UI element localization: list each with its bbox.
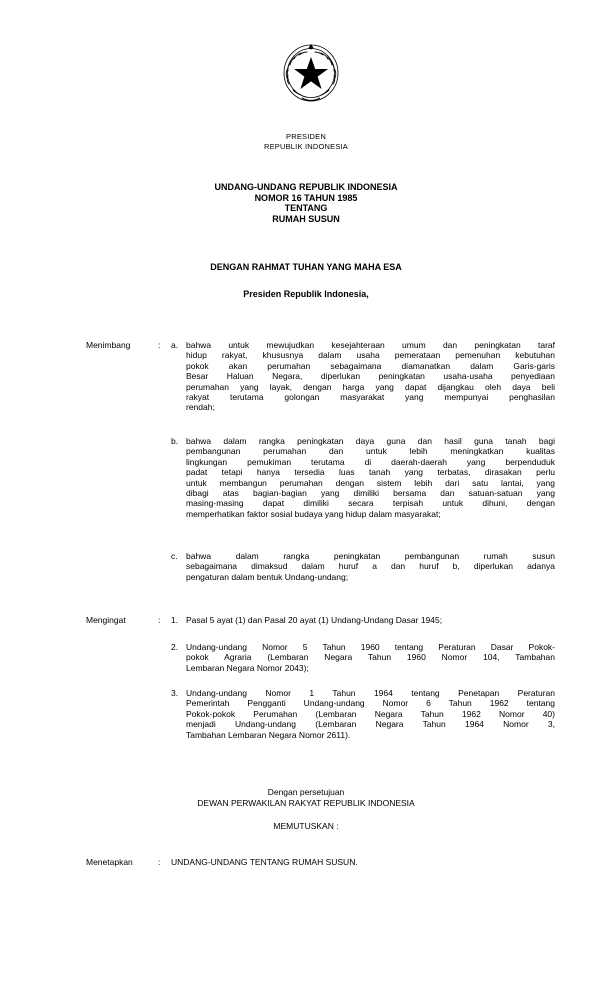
text-line: untuk membangun perumahan dengan sistem lebih dari satu lantai, yang bbox=[186, 477, 555, 488]
text-line: perumahan yang layak, dengan harga yang dapat dijangkau oleh daya beli bbox=[186, 381, 555, 392]
preamble-presiden: Presiden Republik Indonesia, bbox=[243, 289, 369, 299]
menetapkan-label: Menetapkan bbox=[86, 857, 133, 867]
text-line: Tambahan Lembaran Negara Nomor 2611). bbox=[186, 729, 351, 740]
text-line: menjadi Undang-undang (Lembaran Negara Tahun 1964 Nomor 3, bbox=[186, 719, 555, 730]
menetapkan-text: UNDANG-UNDANG TENTANG RUMAH SUSUN. bbox=[171, 857, 358, 867]
law-title-line4: RUMAH SUSUN bbox=[272, 213, 340, 224]
text-line: dibagi atas bagian-bagian yang dimiliki bersama dan satuan-satuan yang bbox=[186, 488, 555, 499]
text-line: bahwa dalam rangka peningkatan daya guna dan hasil guna tanah bagi bbox=[186, 436, 555, 446]
text-line: lingkungan pemukiman terutama di daerah-daerah yang berpenduduk bbox=[186, 456, 555, 467]
text-line: Undang-undang Nomor 1 Tahun 1964 tentang Penetapan Peraturan bbox=[186, 688, 555, 698]
menimbang-colon: : bbox=[158, 340, 161, 350]
approval-line1: Dengan persetujuan bbox=[267, 787, 345, 797]
mengingat-item-2-marker: 2. bbox=[171, 642, 179, 652]
menimbang-item-a bbox=[186, 340, 555, 413]
menimbang-item-b-marker: b. bbox=[171, 436, 179, 446]
memutuskan-heading: MEMUTUSKAN : bbox=[273, 821, 339, 831]
text-line: Pasal 5 ayat (1) dan Pasal 20 ayat (1) Undang-Undang Dasar 1945; bbox=[186, 615, 443, 625]
text-line: Pemerintah Pengganti Undang-undang Nomor 6 Tahun 1962 tentang bbox=[186, 698, 555, 709]
preamble-rahmat: DENGAN RAHMAT TUHAN YANG MAHA ESA bbox=[210, 262, 402, 272]
text-line: pengaturan dalam bentuk Undang-undang; bbox=[186, 571, 349, 582]
menimbang-item-a-marker: a. bbox=[171, 340, 179, 350]
mengingat-item-2 bbox=[186, 642, 555, 673]
text-line: bahwa dalam rangka peningkatan pembangunan rumah susun bbox=[186, 551, 555, 561]
mengingat-item-1-marker: 1. bbox=[171, 615, 179, 625]
mengingat-item-3 bbox=[186, 688, 555, 740]
text-line: hidup rakyat, khususnya dalam usaha pemerataan pemenuhan kebutuhan bbox=[186, 350, 555, 361]
law-title bbox=[0, 182, 612, 224]
text-line: pembangunan perumahan dan untuk lebih meningkatkan kualitas bbox=[186, 446, 555, 457]
menimbang-item-c bbox=[186, 551, 555, 582]
text-line: rendah; bbox=[186, 402, 215, 413]
text-line: pokok Agraria (Lembaran Negara Tahun 1960 Nomor 104, Tambahan bbox=[186, 652, 555, 663]
text-line: rakyat terutama golongan masyarakat yang mempunyai penghasilan bbox=[186, 392, 555, 403]
menimbang-item-c-marker: c. bbox=[171, 551, 178, 561]
text-line: masing-masing dapat dimiliki secara terpisah untuk dihuni, dengan bbox=[186, 498, 555, 509]
letterhead-line2: REPUBLIK INDONESIA bbox=[263, 142, 349, 151]
mengingat-item-1 bbox=[186, 615, 555, 625]
law-title-line1: UNDANG-UNDANG REPUBLIK INDONESIA bbox=[214, 182, 398, 192]
text-line: pokok akan perumahan sebagaimana diamanatkan dalam Garis-garis bbox=[186, 360, 555, 371]
law-title-line3: TENTANG bbox=[284, 203, 328, 213]
menimbang-label: Menimbang bbox=[86, 340, 131, 350]
mengingat-label: Mengingat bbox=[86, 615, 126, 625]
law-title-line2: NOMOR 16 TAHUN 1985 bbox=[254, 192, 358, 203]
national-emblem-star-icon bbox=[280, 38, 342, 104]
text-line: bahwa untuk mewujudkan kesejahteraan umum dan peningkatan taraf bbox=[186, 340, 555, 350]
text-line: padat tetapi hanya tersedia luas tanah yang terbatas, dirasakan perlu bbox=[186, 467, 555, 478]
letterhead bbox=[0, 132, 612, 152]
approval-block bbox=[0, 787, 612, 808]
text-line: Pokok-pokok Perumahan (Lembaran Negara Tahun 1962 Nomor 40) bbox=[186, 708, 555, 719]
menetapkan-colon: : bbox=[158, 857, 161, 867]
menimbang-item-b bbox=[186, 436, 555, 519]
mengingat-item-3-marker: 3. bbox=[171, 688, 179, 698]
approval-line2: DEWAN PERWAKILAN RAKYAT REPUBLIK INDONESIA bbox=[197, 797, 415, 808]
text-line: Lembaran Negara Nomor 2043); bbox=[186, 662, 309, 673]
text-line: memperhatikan faktor sosial budaya yang hidup dalam masyarakat; bbox=[186, 508, 441, 519]
letterhead-line1: PRESIDEN bbox=[286, 132, 326, 141]
mengingat-colon: : bbox=[158, 615, 161, 625]
text-line: Besar Haluan Negara, diperlukan peningkatan usaha-usaha penyediaan bbox=[186, 371, 555, 382]
text-line: Undang-undang Nomor 5 Tahun 1960 tentang Peraturan Dasar Pokok- bbox=[186, 642, 555, 652]
text-line: sebagaimana dimaksud dalam huruf a dan huruf b, diperlukan adanya bbox=[186, 561, 555, 572]
